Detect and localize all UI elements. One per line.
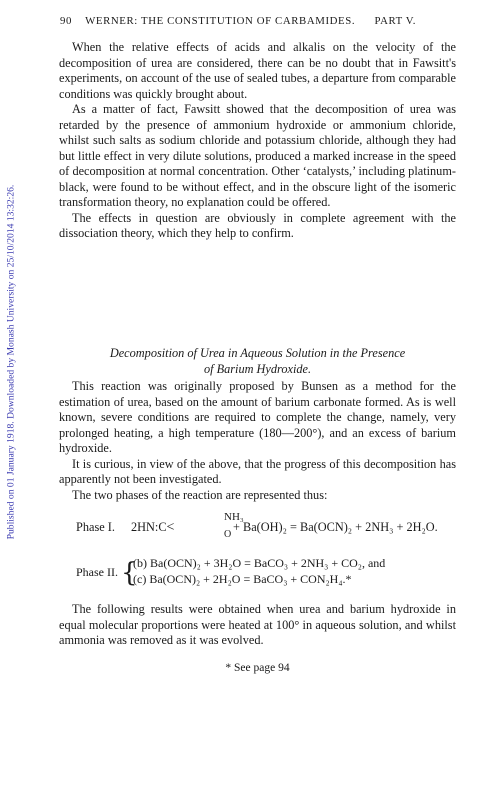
phase-2-label: Phase II. — [76, 565, 118, 579]
body-text — [59, 40, 456, 242]
body-text-section — [59, 379, 456, 503]
paragraph: The two phases of the reaction are represented thus: — [72, 487, 328, 502]
phase-1-lhs: 2HN:C< — [131, 520, 175, 535]
brace-icon: { — [121, 558, 138, 588]
phase-1-nh3: NH₃ — [224, 511, 244, 523]
body-text-results — [59, 602, 456, 649]
paragraph: This reaction was originally proposed by Bunsen as a method for the estimation of urea, based on the amount of barium carbonate formed. As is well known, severe conditions are required to complete the change, namely, very prolonged heating, a high temperature (180—200°), and an excess of barium hydroxide. — [59, 379, 456, 455]
footnote: * See page 94 — [225, 662, 290, 674]
phase-1-label: Phase I. — [76, 520, 115, 534]
running-header — [60, 15, 455, 27]
page-number: 90 — [60, 15, 72, 27]
paragraph: It is curious, in view of the above, that the progress of this decomposition has apparently not been investigated. — [59, 456, 456, 486]
phase-2-line-b: (b) Ba(OCN)₂ + 3H₂O = BaCO₃ + 2NH₃ + CO₂, and — [133, 556, 386, 570]
download-watermark-text: Published on 01 January 1918. Downloaded by Monash University on 25/10/2014 13:32:26. — [5, 184, 17, 540]
section-heading-line: Decomposition of Urea in Aqueous Solution in the Presence — [109, 346, 406, 360]
paragraph: As a matter of fact, Fawsitt showed that the decomposition of urea was retarded by the presence of ammonium hydroxide or ammonium chloride, whilst such salts as sodium chloride and potassium chloride, although they had but little effect in very dilute solutions, produced a marked increase in the speed of decomposition at normal concentration. Other ‘catalysts,’ including platinum-black, were found to be without effect, and in the obscure light of the isomeric transformation theory, no explanation could be offered. — [59, 102, 456, 209]
part-label: PART V. — [374, 15, 417, 27]
equation-phase-1 — [76, 512, 456, 542]
phase-1-rhs: + Ba(OH)₂ = Ba(OCN)₂ + 2NH₃ + 2H₂O. — [233, 520, 438, 534]
section-heading — [59, 346, 456, 377]
download-watermark — [4, 52, 18, 672]
section-heading-line: of Barium Hydroxide. — [203, 361, 312, 376]
paragraph: When the relative effects of acids and alkalis on the velocity of the decomposition of urea are considered, there can be no doubt that in Fawsitt's experiments, on account of the use of sealed tubes, a departure from comparable conditions was quickly brought about. — [59, 40, 456, 101]
phase-1-oxygen: O — [224, 529, 232, 540]
running-title: WERNER: THE CONSTITUTION OF CARBAMIDES. — [85, 15, 356, 27]
phase-2-line-c: (c) Ba(OCN)₂ + 2H₂O = BaCO₃ + CON₂H₄.* — [133, 572, 352, 586]
equation-phase-2 — [76, 556, 456, 592]
paragraph: The following results were obtained when urea and barium hydroxide in equal molecular proportions were heated at 100° in aqueous solution, and whilst ammonia was removed as it was evolved. — [59, 602, 456, 647]
paragraph: The effects in question are obviously in complete agreement with the dissociation theory, which they help to confirm. — [59, 210, 456, 240]
